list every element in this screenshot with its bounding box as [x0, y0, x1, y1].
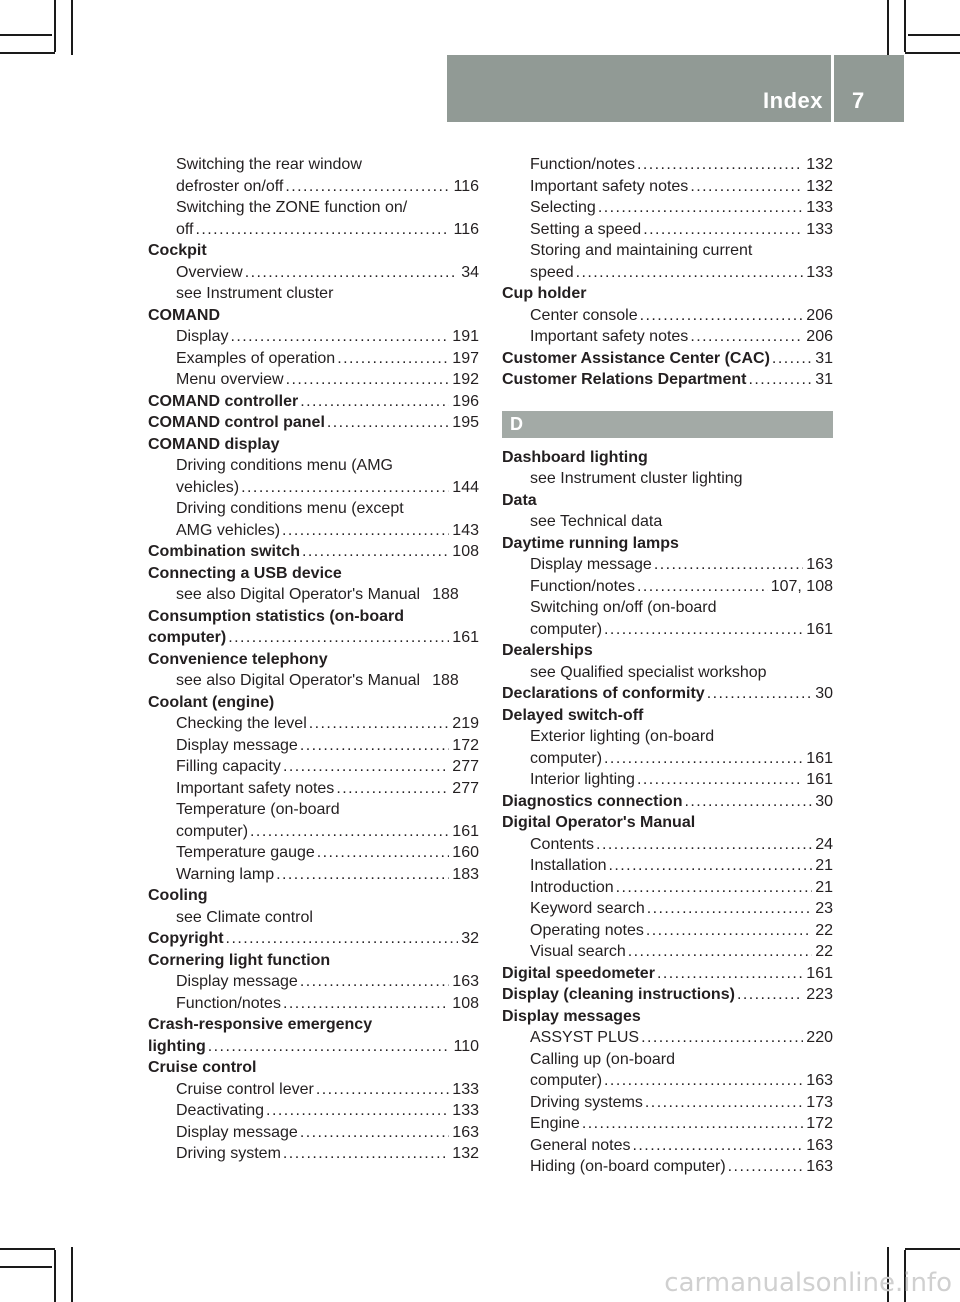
- page-reference[interactable]: 195: [452, 414, 479, 431]
- page-reference[interactable]: 172: [452, 736, 479, 754]
- index-entry[interactable]: [148, 541, 479, 563]
- entry-label: Menu overview: [176, 371, 284, 388]
- index-subentry[interactable]: [502, 197, 833, 219]
- index-subentry[interactable]: [148, 756, 479, 778]
- dot-leader: [616, 877, 813, 899]
- index-subentry[interactable]: [148, 348, 479, 370]
- index-entry-heading: Connecting a USB device: [148, 564, 342, 582]
- index-subentry[interactable]: [148, 670, 479, 692]
- index-subentry[interactable]: [148, 176, 479, 198]
- page-title: Index: [763, 88, 823, 113]
- dot-leader: [654, 554, 803, 576]
- index-letter-heading: D: [502, 411, 833, 438]
- entry-label: Keyword search: [530, 900, 645, 917]
- page-reference[interactable]: 22: [815, 943, 833, 960]
- entry-label: Driving systems: [530, 1093, 643, 1111]
- page-reference[interactable]: 161: [452, 629, 479, 646]
- entry-label: Display message: [176, 973, 298, 990]
- entry-label: see also Digital Operator's Manual: [176, 586, 421, 603]
- dot-leader: [196, 219, 451, 241]
- dot-leader: [647, 898, 812, 920]
- page-reference[interactable]: 30: [815, 685, 833, 702]
- page-reference[interactable]: 34: [461, 263, 479, 281]
- page-reference[interactable]: 116: [453, 177, 479, 195]
- index-subentry: Switching on/off (on-board: [530, 599, 717, 616]
- index-entry[interactable]: [502, 369, 833, 391]
- dot-leader: [598, 197, 803, 219]
- index-subentry[interactable]: [502, 769, 833, 791]
- dot-leader: [657, 963, 803, 985]
- entry-label: ASSYST PLUS: [530, 1029, 640, 1046]
- entry-label: Overview: [176, 263, 243, 281]
- dot-leader: [637, 154, 803, 176]
- entry-label: Copyright: [148, 930, 224, 947]
- entry-label: Digital speedometer: [502, 964, 655, 982]
- dot-leader: [300, 971, 449, 993]
- entry-label: Warning lamp: [176, 865, 275, 883]
- index-subentry[interactable]: [502, 262, 833, 284]
- dot-leader: [643, 219, 803, 241]
- index-subentry: see Instrument cluster: [176, 285, 334, 302]
- dot-leader: [641, 1027, 803, 1049]
- index-subentry[interactable]: [502, 1135, 833, 1157]
- dot-leader: [645, 1092, 803, 1114]
- index-subentry: Calling up (on-board: [530, 1050, 675, 1068]
- dot-leader: [226, 928, 459, 950]
- dot-leader: [684, 791, 812, 813]
- page-reference[interactable]: 163: [806, 1136, 833, 1154]
- index-entry-heading: Coolant (engine): [148, 693, 275, 711]
- index-subentry[interactable]: [502, 305, 833, 327]
- dot-leader: [283, 1143, 449, 1165]
- page-reference[interactable]: 191: [452, 328, 479, 345]
- page-reference[interactable]: 163: [452, 973, 479, 990]
- dot-leader: [282, 520, 449, 542]
- index-subentry[interactable]: [148, 778, 479, 800]
- crop-mark: [0, 52, 55, 54]
- dot-leader: [637, 576, 768, 598]
- page-reference[interactable]: 133: [452, 1080, 479, 1098]
- index-subentry[interactable]: [148, 1100, 479, 1122]
- entry-label: vehicles): [176, 478, 240, 496]
- page-reference[interactable]: 22: [815, 921, 833, 939]
- page-reference[interactable]: 21: [815, 857, 833, 874]
- page-reference[interactable]: 163: [806, 1158, 833, 1175]
- dot-leader: [582, 1113, 803, 1135]
- crop-mark: [905, 52, 960, 54]
- index-entry-heading: Cooling: [148, 887, 208, 904]
- entry-label: Cruise control lever: [176, 1080, 314, 1098]
- entry-label: Function/notes: [530, 156, 635, 173]
- index-subentry[interactable]: [148, 713, 479, 735]
- page-reference[interactable]: 108: [452, 543, 479, 560]
- dot-leader: [690, 176, 803, 198]
- index-subentry[interactable]: [148, 735, 479, 757]
- index-subentry[interactable]: [148, 219, 479, 241]
- index-subentry: see Climate control: [176, 908, 313, 926]
- entry-label: off: [176, 220, 194, 238]
- entry-label: Introduction: [530, 878, 614, 896]
- page-reference[interactable]: 220: [806, 1029, 833, 1046]
- page-reference[interactable]: 163: [452, 1123, 479, 1141]
- page-reference[interactable]: 133: [806, 263, 833, 281]
- dot-leader: [604, 619, 803, 641]
- entry-label: computer): [148, 629, 227, 646]
- page-reference[interactable]: 192: [452, 371, 479, 388]
- entry-label: Function/notes: [176, 994, 281, 1012]
- page-reference[interactable]: 219: [452, 715, 479, 732]
- entry-label: Examples of operation: [176, 349, 336, 367]
- index-subentry: see Technical data: [530, 513, 663, 530]
- page-reference[interactable]: 21: [815, 878, 833, 896]
- page-reference[interactable]: 197: [452, 349, 479, 367]
- page-reference[interactable]: 132: [452, 1145, 479, 1162]
- dot-leader: [300, 735, 449, 757]
- index-entry-heading: Data: [502, 491, 537, 509]
- dot-leader: [300, 1122, 449, 1144]
- entry-label: Installation: [530, 857, 607, 874]
- dot-leader: [241, 477, 449, 499]
- index-subentry[interactable]: [502, 1156, 833, 1178]
- dot-leader: [228, 627, 449, 649]
- page-reference[interactable]: 133: [806, 220, 833, 238]
- crop-mark: [71, 1247, 73, 1302]
- index-subentry: see Qualified specialist workshop: [530, 663, 767, 681]
- dot-leader: [604, 1070, 803, 1092]
- header-divider: [831, 55, 834, 122]
- entry-label: Operating notes: [530, 921, 644, 939]
- page-reference[interactable]: 161: [806, 964, 833, 982]
- entry-label: Interior lighting: [530, 771, 635, 788]
- page-reference[interactable]: 160: [452, 844, 479, 861]
- page-reference[interactable]: 161: [806, 620, 833, 638]
- dot-leader: [276, 864, 449, 886]
- entry-label: Declarations of conformity: [502, 685, 705, 702]
- index-entry-heading: Cup holder: [502, 285, 587, 302]
- page-reference[interactable]: 277: [452, 758, 479, 775]
- dot-leader: [309, 713, 450, 735]
- index-subentry[interactable]: [502, 920, 833, 942]
- dot-leader: [317, 842, 450, 864]
- dot-leader: [285, 176, 450, 198]
- dot-leader: [286, 369, 450, 391]
- index-subentry: see Instrument cluster lighting: [530, 470, 743, 487]
- page-reference[interactable]: 144: [452, 478, 479, 496]
- dot-leader: [336, 778, 449, 800]
- page-reference[interactable]: 31: [815, 371, 833, 388]
- index-subentry[interactable]: [502, 326, 833, 348]
- entry-label: Important safety notes: [530, 177, 689, 195]
- dot-leader: [707, 683, 813, 705]
- index-entry[interactable]: [148, 928, 479, 950]
- entry-label: Filling capacity: [176, 758, 281, 775]
- crop-mark: [0, 1266, 52, 1268]
- crop-mark: [908, 34, 960, 36]
- dot-leader: [637, 769, 803, 791]
- page-reference[interactable]: 163: [806, 1072, 833, 1089]
- index-entry-heading: COMAND display: [148, 435, 280, 453]
- page-reference[interactable]: 23: [815, 900, 833, 917]
- page-number: 7: [852, 88, 865, 113]
- entry-label: General notes: [530, 1136, 631, 1154]
- entry-label: Driving system: [176, 1145, 281, 1162]
- watermark: carmanualsonline.info: [664, 1268, 952, 1298]
- index-subentry: Exterior lighting (on-board: [530, 728, 715, 745]
- entry-label: Hiding (on-board computer): [530, 1158, 726, 1175]
- index-entry-heading: Convenience telephony: [148, 650, 328, 668]
- entry-label: Display message: [176, 736, 298, 754]
- index-subentry[interactable]: [502, 1070, 833, 1092]
- index-subentry[interactable]: [502, 855, 833, 877]
- page-reference[interactable]: 110: [453, 1037, 479, 1055]
- entry-label: Function/notes: [530, 577, 635, 595]
- entry-label: Visual search: [530, 943, 626, 960]
- entry-label: COMAND controller: [148, 392, 299, 410]
- entry-label: Setting a speed: [530, 220, 642, 238]
- page-reference[interactable]: 132: [806, 156, 833, 173]
- entry-label: defroster on/off: [176, 177, 284, 195]
- index-entry[interactable]: [148, 627, 479, 649]
- dot-leader: [230, 326, 449, 348]
- entry-label: computer): [530, 1072, 603, 1089]
- page-reference[interactable]: 30: [815, 792, 833, 810]
- entry-label: Important safety notes: [530, 328, 689, 345]
- index-subentry: Switching the rear window: [176, 156, 362, 173]
- entry-label: Engine: [530, 1115, 580, 1132]
- entry-label: Combination switch: [148, 543, 300, 560]
- page-reference[interactable]: 107, 108: [770, 577, 833, 595]
- index-entry-heading: Delayed switch-off: [502, 706, 644, 724]
- dot-leader: [300, 391, 449, 413]
- index-subentry[interactable]: [148, 369, 479, 391]
- page-reference[interactable]: 143: [452, 521, 479, 539]
- entry-label: Deactivating: [176, 1102, 265, 1119]
- dot-leader: [283, 756, 449, 778]
- page-reference[interactable]: 163: [806, 556, 833, 573]
- index-subentry[interactable]: [148, 520, 479, 542]
- page-reference[interactable]: 188: [432, 672, 459, 689]
- index-entry-heading: Daytime running lamps: [502, 534, 679, 552]
- index-entry-heading: Crash-responsive emergency: [148, 1016, 373, 1033]
- page-reference[interactable]: 173: [806, 1093, 833, 1111]
- index-subentry[interactable]: [148, 864, 479, 886]
- index-column-right: [502, 154, 833, 1178]
- index-entry[interactable]: [502, 984, 833, 1006]
- index-subentry[interactable]: [502, 834, 833, 856]
- crop-mark: [71, 0, 73, 55]
- index-subentry: Temperature (on-board: [176, 801, 340, 818]
- page-reference[interactable]: 223: [806, 986, 833, 1003]
- entry-label: Important safety notes: [176, 779, 335, 797]
- index-entry[interactable]: [148, 412, 479, 434]
- index-subentry[interactable]: [502, 619, 833, 641]
- dot-leader: [640, 305, 804, 327]
- index-subentry[interactable]: [148, 326, 479, 348]
- dot-leader: [283, 993, 449, 1015]
- index-entry[interactable]: [502, 683, 833, 705]
- index-entry[interactable]: [502, 348, 833, 370]
- page-reference[interactable]: 116: [453, 220, 479, 238]
- page-reference[interactable]: 161: [806, 771, 833, 788]
- dot-leader: [316, 1079, 449, 1101]
- index-entry[interactable]: [502, 963, 833, 985]
- index-subentry[interactable]: [502, 941, 833, 963]
- index-subentry[interactable]: [148, 584, 479, 606]
- index-subentry[interactable]: [148, 821, 479, 843]
- entry-label: Temperature gauge: [176, 844, 315, 861]
- page-reference[interactable]: 133: [452, 1102, 479, 1119]
- entry-label: Customer Relations Department: [502, 371, 747, 388]
- dot-leader: [749, 369, 813, 391]
- page-reference[interactable]: 161: [452, 822, 479, 840]
- index-subentry[interactable]: [502, 1027, 833, 1049]
- index-subentry[interactable]: [148, 262, 479, 284]
- index-subentry[interactable]: [502, 219, 833, 241]
- page-reference[interactable]: 206: [806, 306, 833, 324]
- index-subentry[interactable]: [502, 748, 833, 770]
- entry-label: AMG vehicles): [176, 521, 281, 539]
- index-column-left: [148, 154, 479, 1165]
- dot-leader: [302, 541, 449, 563]
- dot-leader: [609, 855, 813, 877]
- index-subentry[interactable]: [148, 477, 479, 499]
- page-reference[interactable]: 31: [815, 349, 833, 367]
- dot-leader: [628, 941, 812, 963]
- dot-leader: [327, 412, 449, 434]
- entry-label: see also Digital Operator's Manual: [176, 672, 421, 689]
- entry-label: computer): [176, 822, 249, 840]
- index-entry-heading: Display messages: [502, 1007, 641, 1025]
- index-entry-heading: Dealerships: [502, 642, 593, 659]
- page-reference[interactable]: 183: [452, 865, 479, 883]
- crop-mark: [904, 0, 906, 52]
- page-reference[interactable]: 172: [806, 1115, 833, 1132]
- page-reference[interactable]: 196: [452, 392, 479, 410]
- index-subentry[interactable]: [502, 1092, 833, 1114]
- index-entry-heading: Digital Operator's Manual: [502, 814, 696, 831]
- entry-label: Selecting: [530, 199, 596, 216]
- index-subentry[interactable]: [148, 842, 479, 864]
- index-entry-heading: Dashboard lighting: [502, 448, 648, 466]
- entry-label: Diagnostics connection: [502, 792, 683, 810]
- entry-label: computer): [530, 749, 603, 767]
- entry-label: Contents: [530, 835, 595, 853]
- entry-label: Customer Assistance Center (CAC): [502, 349, 770, 367]
- crop-mark: [0, 1248, 55, 1250]
- index-subentry[interactable]: [502, 877, 833, 899]
- entry-label: COMAND control panel: [148, 414, 325, 431]
- page-reference[interactable]: 108: [452, 994, 479, 1012]
- entry-label: computer): [530, 620, 603, 638]
- crop-mark: [887, 0, 889, 55]
- dot-leader: [772, 348, 812, 370]
- page-reference[interactable]: 188: [432, 586, 459, 603]
- dot-leader: [646, 920, 812, 942]
- entry-label: Center console: [530, 306, 638, 324]
- index-entry-heading: Cruise control: [148, 1059, 257, 1076]
- index-subentry: Driving conditions menu (except: [176, 500, 404, 517]
- dot-leader: [245, 262, 459, 284]
- index-entry-heading: COMAND: [148, 306, 220, 324]
- page-header-bar: [447, 55, 904, 122]
- index-subentry[interactable]: [148, 1143, 479, 1165]
- index-entry-heading: Cornering light function: [148, 951, 331, 969]
- crop-mark: [54, 1250, 56, 1302]
- dot-leader: [576, 262, 804, 284]
- entry-label: Display message: [176, 1123, 298, 1141]
- index-subentry[interactable]: [148, 1079, 479, 1101]
- page-reference[interactable]: 24: [815, 835, 833, 853]
- page-reference[interactable]: 277: [452, 779, 479, 797]
- entry-label: Display message: [530, 556, 652, 573]
- entry-label: lighting: [148, 1037, 206, 1055]
- dot-leader: [633, 1135, 804, 1157]
- index-subentry[interactable]: [148, 971, 479, 993]
- crop-mark: [905, 1248, 960, 1250]
- entry-label: Display (cleaning instructions): [502, 986, 735, 1003]
- index-entry[interactable]: [148, 1036, 479, 1058]
- entry-label: Checking the level: [176, 715, 307, 732]
- entry-label: speed: [530, 263, 574, 281]
- index-entry[interactable]: [502, 791, 833, 813]
- index-entry-heading: Consumption statistics (on-board: [148, 607, 404, 625]
- index-subentry[interactable]: [502, 154, 833, 176]
- index-subentry[interactable]: [148, 993, 479, 1015]
- index-subentry[interactable]: [502, 898, 833, 920]
- index-subentry: Switching the ZONE function on/: [176, 199, 408, 216]
- entry-label: Display: [176, 328, 229, 345]
- page-reference[interactable]: 32: [461, 930, 479, 947]
- dot-leader: [208, 1036, 451, 1058]
- index-subentry[interactable]: [502, 1113, 833, 1135]
- dot-leader: [266, 1100, 449, 1122]
- index-entry-heading: Cockpit: [148, 242, 207, 259]
- dot-leader: [596, 834, 812, 856]
- index-subentry: Driving conditions menu (AMG: [176, 457, 393, 474]
- index-subentry[interactable]: [502, 554, 833, 576]
- index-entry[interactable]: [148, 391, 479, 413]
- index-subentry[interactable]: [502, 576, 833, 598]
- index-subentry: Storing and maintaining current: [530, 242, 753, 259]
- page-reference[interactable]: 133: [806, 199, 833, 216]
- dot-leader: [690, 326, 803, 348]
- crop-mark: [54, 0, 56, 52]
- index-subentry[interactable]: [148, 1122, 479, 1144]
- page-reference[interactable]: 206: [806, 328, 833, 345]
- dot-leader: [604, 748, 803, 770]
- page-reference[interactable]: 161: [806, 749, 833, 767]
- dot-leader: [250, 821, 449, 843]
- dot-leader: [737, 984, 803, 1006]
- page-reference[interactable]: 132: [806, 177, 833, 195]
- dot-leader: [337, 348, 449, 370]
- dot-leader: [728, 1156, 804, 1178]
- index-subentry[interactable]: [502, 176, 833, 198]
- crop-mark: [0, 34, 52, 36]
